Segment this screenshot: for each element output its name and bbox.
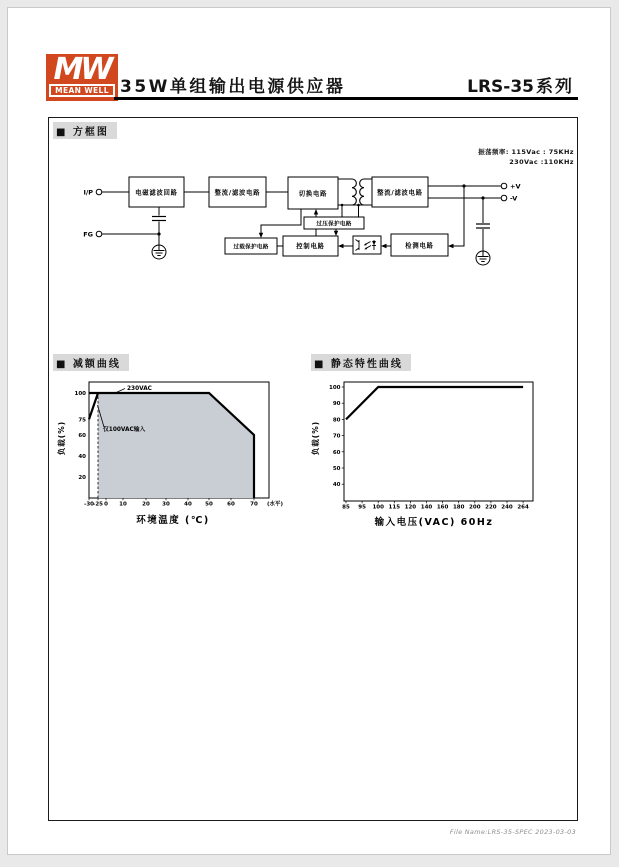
footer-filename: File Name:LRS-35-SPEC 2023-03-03: [449, 828, 576, 836]
svg-text:60: 60: [227, 501, 235, 508]
svg-text:200: 200: [469, 504, 481, 511]
svg-text:80: 80: [332, 417, 341, 424]
svg-text:70: 70: [332, 433, 341, 440]
svg-text:-25: -25: [93, 501, 103, 508]
fg-terminal-label: FG: [83, 230, 93, 239]
block-rectifier-filter-2: [372, 177, 428, 207]
svg-text:60: 60: [78, 433, 86, 439]
static-y-ticks: [329, 385, 344, 488]
svg-text:50: 50: [332, 466, 341, 472]
capacitor-icon-left: [152, 217, 166, 221]
svg-text:95: 95: [358, 504, 366, 511]
osc-freq-line2: 230Vac :110KHz: [509, 158, 574, 166]
annotation-100vac: 仅100VAC输入: [103, 427, 146, 433]
svg-text:120: 120: [404, 504, 417, 511]
svg-text:75: 75: [78, 417, 86, 424]
series-suffix: 系列: [536, 77, 574, 97]
series-name: LRS-35: [467, 77, 534, 97]
derating-x-axis-title: 环境温度 (℃): [136, 515, 210, 526]
block-overload-protection: [225, 238, 277, 254]
derating-chart: [51, 374, 291, 544]
block-rectifier-filter-1: [209, 177, 266, 207]
block-emi-label: 电磁滤波回路: [135, 189, 178, 197]
block-rectifier2-label: 整流/滤波电路: [377, 189, 423, 197]
svg-text:220: 220: [485, 504, 497, 511]
svg-text:40: 40: [78, 454, 86, 460]
negative-output-label: -V: [510, 194, 518, 203]
svg-text:60: 60: [332, 449, 341, 456]
block-overvoltage-protection: [304, 217, 364, 229]
document-page: [7, 7, 611, 855]
title-underline: [114, 97, 578, 100]
svg-text:50: 50: [205, 501, 213, 508]
block-rectifier1-label: 整流/滤波电路: [214, 189, 261, 197]
svg-text:-30: -30: [84, 501, 94, 508]
svg-text:90: 90: [332, 401, 341, 408]
input-terminal: [83, 188, 101, 196]
transformer-icon: [352, 179, 364, 205]
derating-y-axis-title: 负载(%): [57, 420, 66, 456]
block-olp-label: 过载保护电路: [233, 244, 269, 251]
svg-text:10: 10: [119, 501, 127, 508]
static-y-axis-title: 负载(%): [311, 420, 320, 456]
block-control-label: 控制电路: [296, 243, 325, 250]
section-heading-derating: ■ 减额曲线: [53, 354, 129, 371]
input-terminal-label: I/P: [83, 188, 93, 197]
section-heading-block-diagram: ■ 方框图: [53, 122, 117, 139]
block-diagram: [48, 158, 578, 323]
svg-text:20: 20: [78, 475, 86, 481]
svg-text:70: 70: [250, 501, 258, 508]
static-plot-frame: [344, 382, 533, 501]
svg-text:100: 100: [372, 504, 384, 511]
meanwell-logo: [46, 54, 118, 101]
svg-text:0: 0: [104, 501, 108, 508]
svg-text:240: 240: [501, 504, 513, 511]
derating-y-ticks: [75, 391, 87, 481]
block-detection: [391, 234, 448, 256]
block-switching-label: 切换电路: [298, 190, 328, 198]
svg-text:100: 100: [329, 385, 341, 391]
block-ovp-label: 过压保护电路: [316, 221, 352, 228]
page-title: 35W单组输出电源供应器: [120, 77, 346, 97]
series-label: [467, 72, 574, 97]
svg-text:264: 264: [517, 504, 529, 511]
svg-text:160: 160: [436, 504, 449, 511]
positive-output-terminal: [501, 183, 520, 191]
fg-terminal: [83, 230, 102, 238]
svg-text:180: 180: [452, 504, 465, 511]
logo-mw-text: MW: [53, 52, 111, 87]
annotation-230vac: 230VAC: [127, 386, 152, 392]
svg-text:20: 20: [142, 501, 150, 508]
block-detection-label: 检测电路: [405, 242, 434, 250]
svg-text:100: 100: [74, 391, 86, 397]
svg-text:85: 85: [342, 504, 350, 511]
block-control: [283, 236, 338, 256]
earth-ground-icon-left: [152, 245, 166, 259]
earth-ground-icon-right: [476, 251, 490, 265]
block-switching: [288, 177, 338, 209]
osc-freq-line1: 振荡频率: 115Vac : 75KHz: [478, 148, 574, 156]
positive-output-label: +V: [510, 182, 521, 191]
derating-x-suffix: (水平): [267, 501, 284, 508]
optocoupler-icon: [353, 236, 381, 254]
svg-text:40: 40: [184, 501, 192, 508]
derating-x-ticks: [84, 498, 258, 508]
svg-text:40: 40: [332, 482, 341, 489]
block-emi-filter: [129, 177, 184, 207]
static-x-ticks: [342, 501, 529, 511]
negative-output-terminal: [501, 195, 517, 203]
capacitor-icon-right: [476, 224, 490, 228]
section-heading-static-curve: ■ 静态特性曲线: [311, 354, 411, 371]
static-curve-chart: [303, 374, 553, 544]
svg-text:115: 115: [388, 504, 401, 511]
static-x-axis-title: 输入电压(VAC) 60Hz: [374, 517, 494, 528]
svg-text:140: 140: [420, 504, 433, 511]
svg-text:30: 30: [162, 501, 170, 508]
logo-brand-text: MEAN WELL: [49, 84, 115, 97]
